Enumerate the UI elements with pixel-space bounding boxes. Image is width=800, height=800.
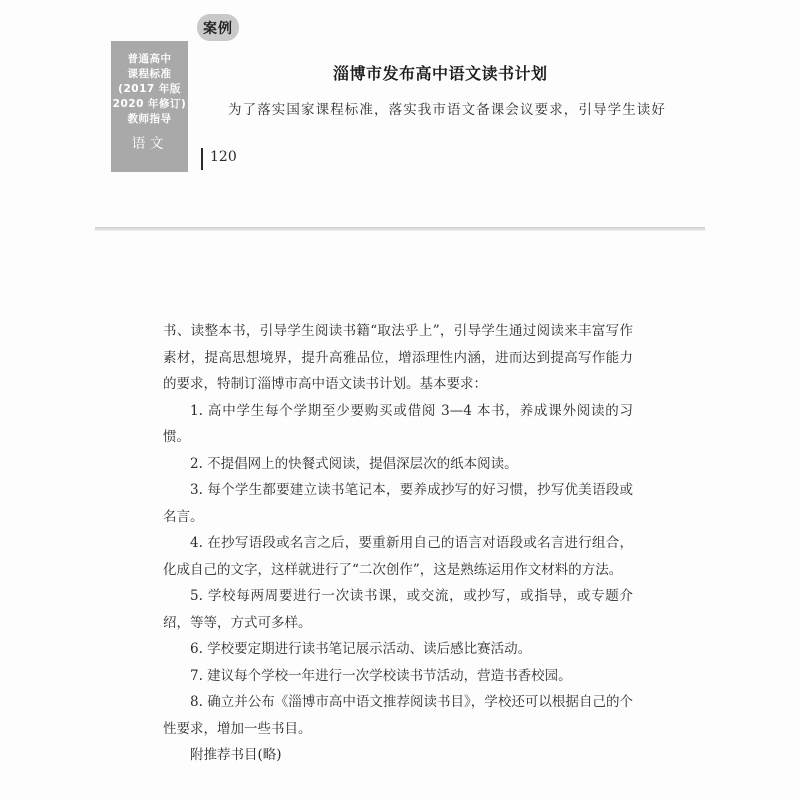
list-item: 4. 在抄写语段或名言之后，要重新用自己的语言对语段或名言进行组合，化成自己的文字，这样就进行了“二次创作”，这是熟练运用作文材料的方法。: [163, 535, 633, 578]
list-item: 6. 学校要定期进行读书笔记展示活动、读后感比赛活动。: [190, 641, 532, 657]
list-item: 5. 学校每两周要进行一次读书课，或交流，或抄写，或指导，或专题介绍，等等，方式可多样。: [163, 588, 633, 631]
sidebar-line: 普通高中: [127, 53, 172, 65]
sidebar-line: (2017 年版: [118, 83, 181, 95]
book-sidebar-label: [111, 41, 188, 172]
list-item: 1. 高中学生每个学期至少要购买或借阅 3—4 本书，养成课外阅读的习惯。: [163, 402, 633, 445]
opening-paragraph: 书、读整本书，引导学生阅读书籍“取法乎上”，引导学生通过阅读来丰富写作素材，提高思想境界，提升高雅品位，增添理性内涵，进而达到提高写作能力的要求，特制订淄博市高中语文读书计划。基本要求：: [163, 323, 633, 392]
list-item: 8. 确立并公布《淄博市高中语文推荐阅读书目》，学校还可以根据自己的个性要求，增加一些书目。: [163, 694, 633, 737]
sidebar-subject: 语文: [131, 136, 168, 152]
page-number: 120: [210, 149, 237, 165]
list-item: 3. 每个学生都要建立读书笔记本，要养成抄写的好习惯，抄写优美语段或名言。: [163, 482, 633, 525]
sidebar-line: 课程标准: [127, 68, 172, 80]
page-divider: [95, 227, 705, 231]
sidebar-line: 2020 年修订): [112, 98, 187, 110]
page-title: 淄博市发布高中语文读书计划: [333, 64, 548, 83]
sidebar-line: 教师指导: [127, 113, 172, 125]
article-body: [163, 318, 633, 769]
case-tag: 案例: [197, 14, 239, 41]
list-item: 7. 建议每个学校一年进行一次学校读书节活动，营造书香校园。: [190, 667, 572, 684]
page-number-marker: [201, 148, 203, 170]
appendix-note: 附推荐书目(略): [190, 747, 282, 763]
list-item: 2. 不提倡网上的快餐式阅读，提倡深层次的纸本阅读。: [190, 455, 518, 472]
intro-line: 为了落实国家课程标准，落实我市语文备课会议要求，引导学生读好: [228, 102, 666, 118]
